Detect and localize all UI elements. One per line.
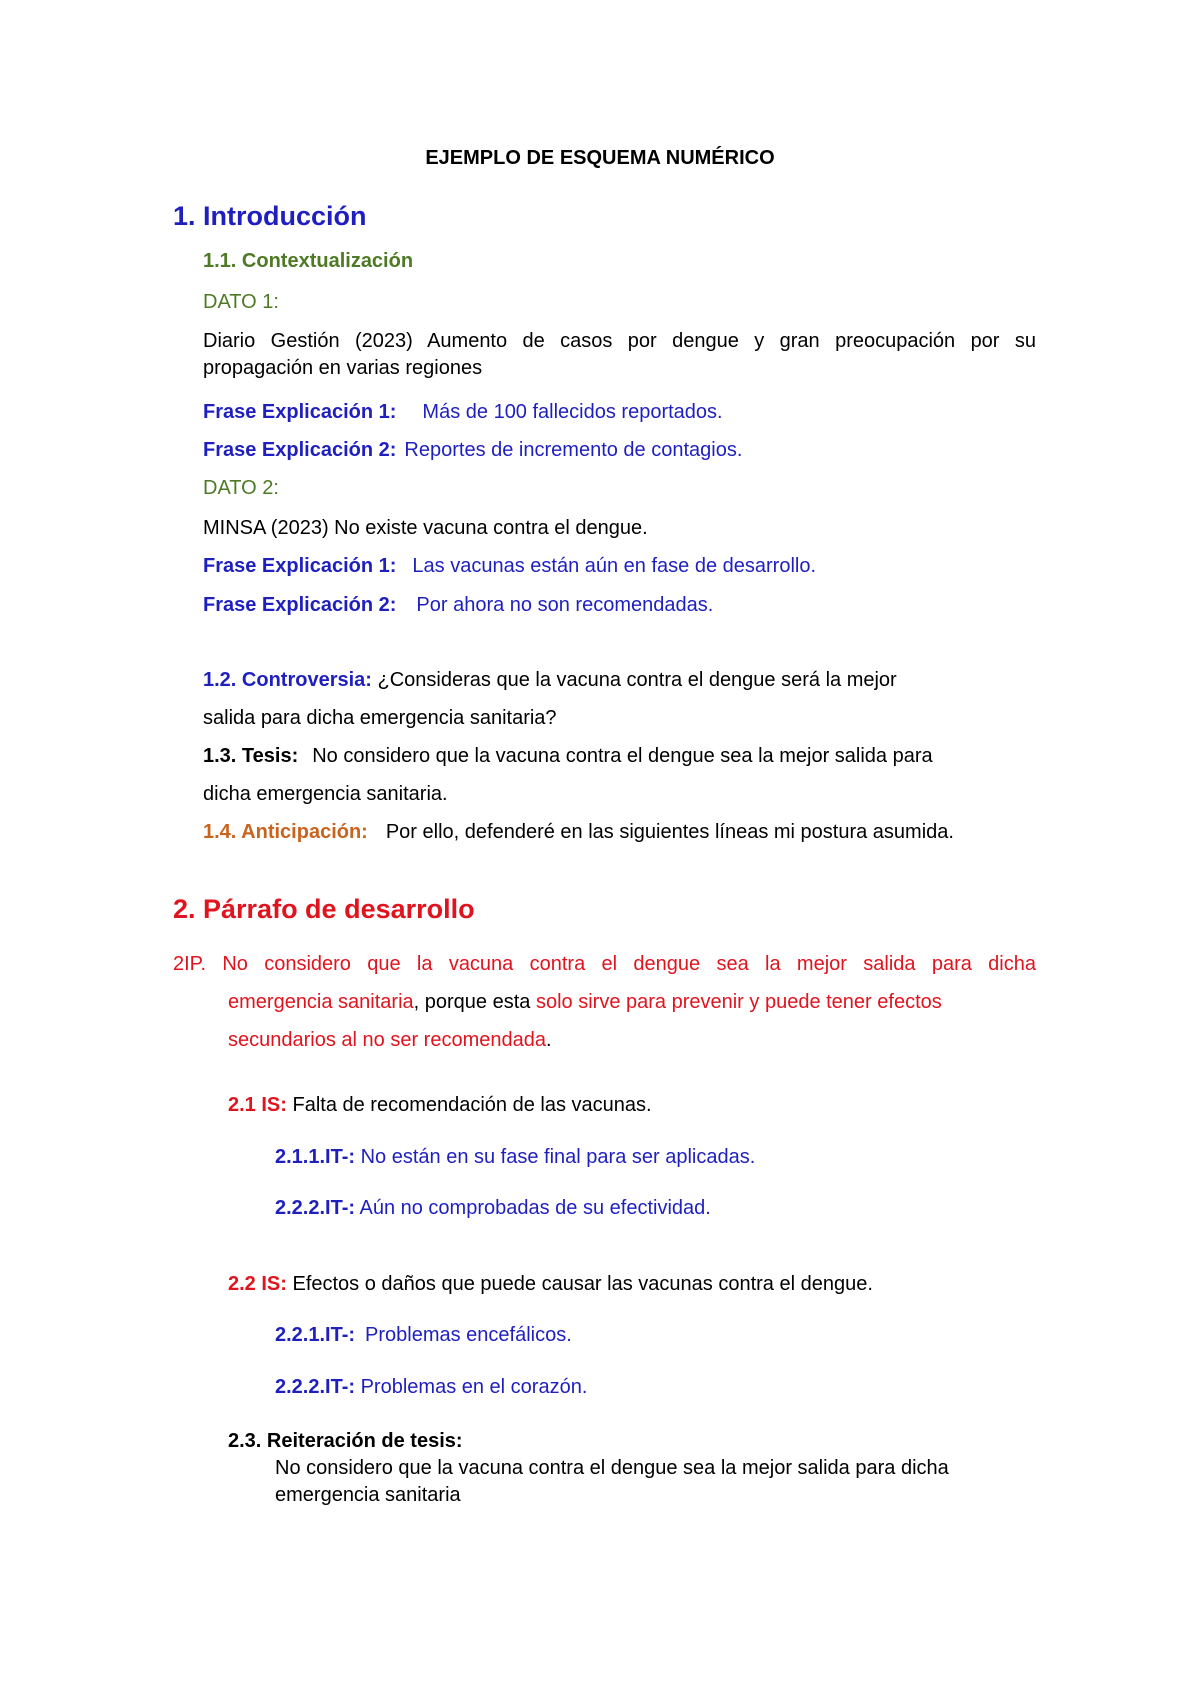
reiteracion-line-2: emergencia sanitaria	[275, 1484, 461, 1506]
frase-label: Frase Explicación 2:	[203, 439, 397, 461]
it-label: 2.2.2.IT-:	[275, 1376, 356, 1398]
it-1-1-line	[275, 1145, 755, 1169]
is-2-line	[228, 1272, 873, 1296]
controversia-line-2: salida para dicha emergencia sanitaria?	[203, 707, 557, 729]
anticipacion-label: 1.4. Anticipación:	[203, 821, 368, 843]
frase-text: Más de 100 fallecidos reportados.	[422, 401, 723, 423]
tesis-label: 1.3. Tesis:	[203, 745, 299, 767]
dato-1-text-line-1: Diario Gestión (2023) Aumento de casos por dengue y gran preocupación por su	[203, 330, 1036, 352]
frase-label: Frase Explicación 1:	[203, 555, 397, 577]
ip-red-text: solo sirve para prevenir y puede tener efectos	[535, 991, 942, 1013]
frase-text: Las vacunas están aún en fase de desarrollo.	[412, 555, 817, 577]
it-label: 2.2.1.IT-:	[275, 1324, 356, 1346]
it-text: No están en su fase final para ser aplicadas.	[360, 1146, 756, 1168]
tesis-line-2: dicha emergencia sanitaria.	[203, 783, 448, 805]
reiteracion-label: 2.3. Reiteración de tesis:	[228, 1430, 463, 1452]
frase-label: Frase Explicación 2:	[203, 594, 397, 616]
dato-1-text-line-2: propagación en varias regiones	[203, 357, 483, 379]
is-label: 2.1 IS:	[228, 1094, 287, 1116]
frase-text: Por ahora no son recomendadas.	[416, 594, 714, 616]
contextualizacion-heading: 1.1. Contextualización	[203, 250, 414, 272]
dato-1-frase-2	[203, 438, 742, 462]
it-text: Problemas en el corazón.	[360, 1376, 588, 1398]
ip-black-text: .	[545, 1029, 552, 1051]
section-1-heading: 1. Introducción	[173, 201, 367, 231]
is-text: Efectos o daños que puede causar las vacunas contra el dengue.	[292, 1273, 873, 1295]
tesis-line-1	[203, 744, 933, 768]
anticipacion-text: Por ello, defenderé en las siguientes líneas mi postura asumida.	[385, 821, 954, 843]
frase-text: Reportes de incremento de contagios.	[404, 439, 743, 461]
ip-line-2	[228, 990, 942, 1014]
it-text: Aún no comprobadas de su efectividad.	[359, 1197, 711, 1219]
it-2-1-line	[275, 1323, 572, 1347]
dato-2-frase-2	[203, 593, 713, 617]
it-label: 2.1.1.IT-:	[275, 1146, 356, 1168]
is-text: Falta de recomendación de las vacunas.	[292, 1094, 652, 1116]
it-1-2-line	[275, 1196, 711, 1220]
dato-1-frase-1	[203, 400, 723, 424]
it-text: Problemas encefálicos.	[365, 1324, 572, 1346]
anticipacion-line	[203, 820, 954, 844]
is-label: 2.2 IS:	[228, 1273, 287, 1295]
reiteracion-line-1: No considero que la vacuna contra el dengue sea la mejor salida para dicha	[275, 1457, 949, 1479]
tesis-text: No considero que la vacuna contra el dengue sea la mejor salida para	[312, 745, 933, 767]
dato-2-text: MINSA (2023) No existe vacuna contra el dengue.	[203, 517, 648, 539]
dato-1-label: DATO 1:	[203, 291, 279, 313]
ip-red-text: emergencia sanitaria	[228, 991, 414, 1013]
dato-2-label: DATO 2:	[203, 477, 279, 499]
ip-black-text: , porque esta	[413, 991, 536, 1013]
controversia-line-1	[203, 668, 897, 692]
ip-line-1: 2IP. No considero que la vacuna contra el dengue sea la mejor salida para dicha	[173, 953, 1036, 975]
ip-line-3	[228, 1028, 552, 1052]
section-2-heading: 2. Párrafo de desarrollo	[173, 894, 475, 924]
it-2-2-line	[275, 1375, 587, 1399]
ip-red-text: secundarios al no ser recomendada	[228, 1029, 546, 1051]
document-title: EJEMPLO DE ESQUEMA NUMÉRICO	[425, 147, 775, 169]
is-1-line	[228, 1093, 652, 1117]
controversia-label: 1.2. Controversia:	[203, 669, 372, 691]
frase-label: Frase Explicación 1:	[203, 401, 397, 423]
it-label: 2.2.2.IT-:	[275, 1197, 356, 1219]
dato-2-frase-1	[203, 554, 816, 578]
controversia-text: ¿Consideras que la vacuna contra el dengue será la mejor	[377, 669, 897, 691]
